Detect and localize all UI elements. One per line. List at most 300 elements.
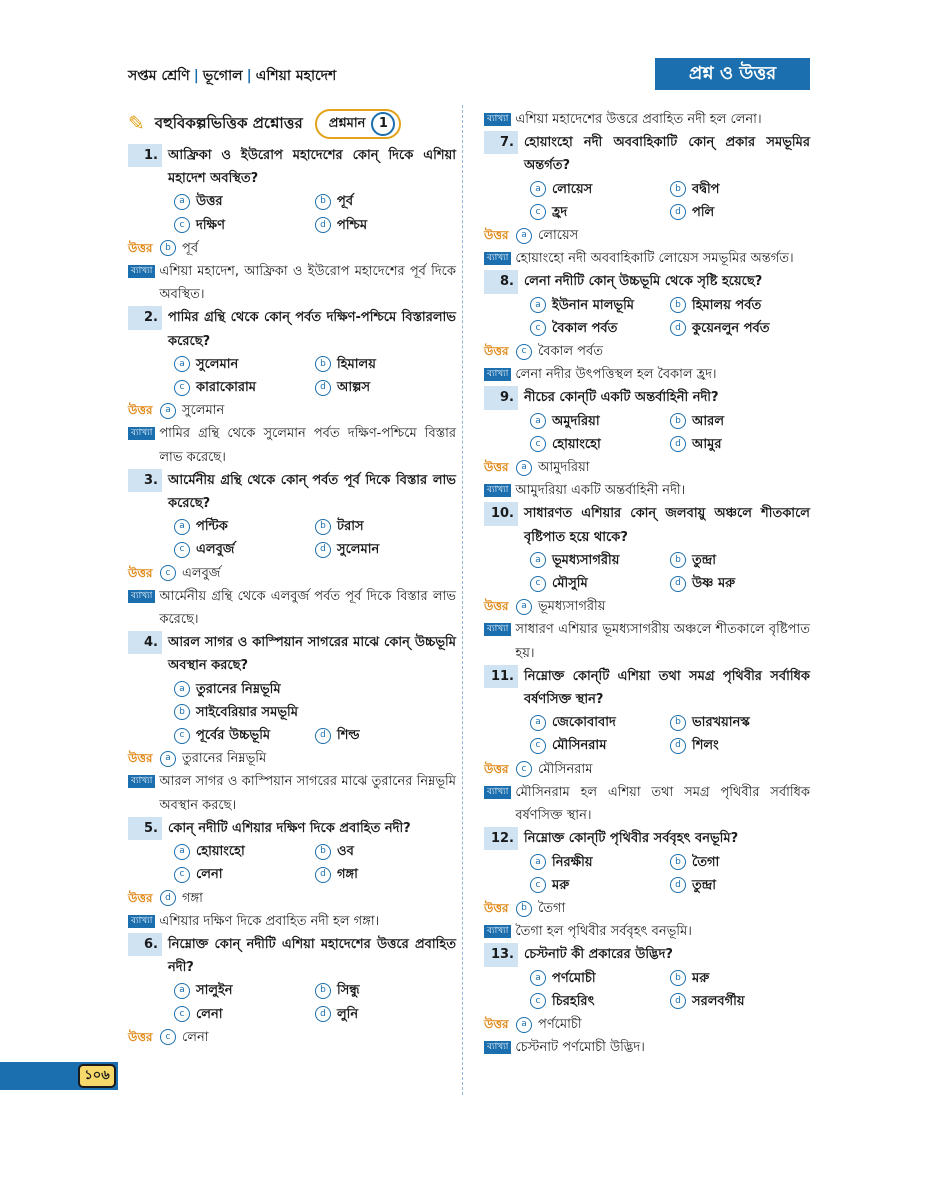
option-text: লেনা xyxy=(196,1006,223,1022)
option xyxy=(174,979,315,1002)
option-text: তুন্দ্রা xyxy=(692,877,717,893)
answer-letter: c xyxy=(516,344,532,360)
answer-tag: উত্তর xyxy=(484,761,509,776)
option-letter: b xyxy=(315,844,331,860)
explanation xyxy=(128,770,456,816)
question-number: 11. xyxy=(484,665,518,688)
option-text: সরলবর্গীয় xyxy=(692,993,745,1009)
question-number: 1. xyxy=(128,144,162,167)
answer-letter: b xyxy=(160,240,176,256)
option-text: উষ্ণ মরু xyxy=(692,576,736,592)
explanation-tag: ব্যাখ্যা xyxy=(484,786,511,799)
explanation xyxy=(128,260,456,306)
answer xyxy=(484,1013,810,1036)
option xyxy=(530,874,670,897)
option-letter: a xyxy=(174,519,190,535)
options xyxy=(484,967,810,1013)
question-block xyxy=(128,469,456,631)
question-text: আফ্রিকা ও ইউরোপ মহাদেশের কোন্ দিকে এশিয়া মহাদেশ অবস্থিত? xyxy=(168,148,456,187)
answer-tag: উত্তর xyxy=(484,900,509,915)
option-text: সুলেমান xyxy=(337,542,380,558)
explanation-text: পামির গ্রন্থি থেকে সুলেমান পর্বত দক্ষিণ-পশ্চিমে বিস্তার লাভ করেছে। xyxy=(159,426,456,465)
question-number: 12. xyxy=(484,827,518,850)
question-row xyxy=(484,131,810,177)
answer-letter: a xyxy=(516,228,532,244)
option-text: মরু xyxy=(552,877,570,893)
option xyxy=(174,376,315,399)
explanation xyxy=(484,363,810,386)
explanation-text: তৈগা হল পৃথিবীর সর্ববৃহৎ বনভূমি। xyxy=(515,924,692,940)
answer xyxy=(484,340,810,363)
option-letter: a xyxy=(174,681,190,697)
options xyxy=(484,294,810,340)
explanation-tag: ব্যাখ্যা xyxy=(128,265,155,278)
answer-tag: উত্তর xyxy=(128,403,153,418)
answer-tag: উত্তর xyxy=(484,460,509,475)
question-number: 6. xyxy=(128,933,162,956)
options xyxy=(128,190,456,236)
answer-tag: উত্তর xyxy=(128,890,153,905)
left-column xyxy=(128,108,456,1049)
option xyxy=(315,353,456,376)
answer-text: লেনা xyxy=(182,1029,209,1045)
explanation-text: লেনা নদীর উৎপত্তিস্থল হল বৈকাল হ্রদ। xyxy=(515,367,717,383)
question-text: কোন্ নদীটি এশিয়ার দক্ষিণ দিকে প্রবাহিত নদী? xyxy=(168,820,411,836)
answer-letter: c xyxy=(160,1029,176,1045)
option xyxy=(174,515,315,538)
option xyxy=(174,678,456,701)
answer xyxy=(484,224,810,247)
option-text: এলবুর্জ xyxy=(196,542,235,558)
option-text: কুয়েনলুন পর্বত xyxy=(692,320,770,336)
answer-text: এলবুর্জ xyxy=(182,565,221,581)
breadcrumb-subject: ভূগোল xyxy=(202,68,243,84)
option-text: ওব xyxy=(337,844,354,860)
option-letter: b xyxy=(315,356,331,372)
option xyxy=(315,863,456,886)
option xyxy=(530,549,670,572)
question-row xyxy=(128,306,456,352)
option-letter: b xyxy=(670,552,686,568)
explanation-text: আর্মেনীয় গ্রন্থি থেকে এলবুর্জ পর্বত পূর্ব দিকে বিস্তার লাভ করেছে। xyxy=(159,588,456,628)
question-block xyxy=(128,144,456,306)
option-letter: d xyxy=(670,576,686,592)
option xyxy=(530,734,670,757)
explanation-text: এশিয়ার দক্ষিণ দিকে প্রবাহিত নদী হল গঙ্গা। xyxy=(159,913,380,929)
option-text: পশ্চিম xyxy=(337,217,368,233)
option xyxy=(670,433,810,456)
question-text: নিম্নোক্ত কোন্ নদীটি এশিয়া মহাদেশের উত্তরে প্রবাহিত নদী? xyxy=(168,936,456,976)
answer-letter: c xyxy=(160,565,176,581)
question-block xyxy=(484,665,810,827)
question-text: সাধারণত এশিয়ার কোন্ জলবায়ু অঞ্চলে শীতকালে বৃষ্টিপাত হয়ে থাকে? xyxy=(524,506,810,545)
question-number: 13. xyxy=(484,943,518,966)
option-text: পূর্ব xyxy=(337,194,354,210)
option xyxy=(174,840,315,863)
answer-tag: উত্তর xyxy=(128,565,153,580)
explanation-tag: ব্যাখ্যা xyxy=(484,1041,511,1054)
explanation xyxy=(128,910,456,933)
option-text: মৌসুমি xyxy=(552,576,588,592)
options xyxy=(484,851,810,897)
explanation-text: এশিয়া মহাদেশ, আফ্রিকা ও ইউরোপ মহাদেশের পূর্ব দিকে অবস্থিত। xyxy=(159,264,456,303)
answer-tag: উত্তর xyxy=(128,751,153,766)
answer-letter: a xyxy=(160,751,176,767)
answer-text: গঙ্গা xyxy=(182,890,203,906)
explanation-tag: ব্যাখ্যা xyxy=(484,925,511,938)
answer-text: পূর্ব xyxy=(182,240,199,256)
option-letter: d xyxy=(670,993,686,1009)
question-number: 8. xyxy=(484,270,518,293)
option xyxy=(174,701,456,724)
option-text: সাইবেরিয়ার সমভূমি xyxy=(196,704,298,720)
option xyxy=(530,201,670,224)
option-letter: c xyxy=(174,542,190,558)
option xyxy=(315,190,456,213)
option xyxy=(670,734,810,757)
option-letter: c xyxy=(174,217,190,233)
question-number: 7. xyxy=(484,131,518,154)
breadcrumb xyxy=(128,64,336,88)
option-text: হোয়াংহো xyxy=(552,436,601,452)
option xyxy=(530,294,670,317)
option xyxy=(315,515,456,538)
option-letter: a xyxy=(530,413,546,429)
explanation-tag: ব্যাখ্যা xyxy=(484,484,511,497)
answer-letter: b xyxy=(516,901,532,917)
option xyxy=(315,979,456,1002)
options xyxy=(128,979,456,1025)
answer-text: তৈগা xyxy=(538,900,566,916)
explanation xyxy=(484,920,810,943)
option-text: হিমালয় পর্বত xyxy=(692,297,762,313)
right-column xyxy=(484,108,810,1059)
option-letter: c xyxy=(174,728,190,744)
explanation-text: আরল সাগর ও কাস্পিয়ান সাগরের মাঝে তুরানের নিম্নভূমি অবস্থান করছে। xyxy=(159,774,456,813)
explanation xyxy=(484,108,810,131)
option-letter: a xyxy=(530,970,546,986)
answer-text: মৌসিনরাম xyxy=(538,761,593,777)
options xyxy=(484,178,810,224)
option-text: বদ্বীপ xyxy=(692,181,720,197)
question-text: হোয়াংহো নদী অববাহিকাটি কোন্ প্রকার সমভূমির অন্তর্গত? xyxy=(524,135,810,174)
option-letter: d xyxy=(315,867,331,883)
option-letter: b xyxy=(670,297,686,313)
answer-tag: উত্তর xyxy=(484,1016,509,1031)
explanation-tag: ব্যাখ্যা xyxy=(484,252,511,265)
option-text: জেকোবাবাদ xyxy=(552,715,616,731)
answer-text: সুলেমান xyxy=(182,403,225,419)
question-row xyxy=(128,631,456,677)
explanation xyxy=(484,618,810,664)
answer-tag: উত্তর xyxy=(484,599,509,614)
breadcrumb-chapter: এশিয়া মহাদেশ xyxy=(255,68,337,84)
option xyxy=(670,990,810,1013)
question-row xyxy=(484,827,810,850)
page-number: ১০৬ xyxy=(78,1064,116,1088)
explanation xyxy=(484,1036,810,1059)
option-letter: a xyxy=(530,854,546,870)
question-list xyxy=(484,131,810,1059)
option xyxy=(670,410,810,433)
option-text: আরল xyxy=(692,413,725,429)
options xyxy=(128,678,456,748)
option-letter: a xyxy=(530,181,546,197)
option-text: চিরহরিৎ xyxy=(552,993,595,1009)
option xyxy=(670,201,810,224)
answer-tag: উত্তর xyxy=(484,228,509,243)
options xyxy=(128,353,456,399)
option-text: লুনি xyxy=(337,1006,359,1022)
answer xyxy=(484,595,810,618)
option xyxy=(174,724,315,747)
answer xyxy=(128,562,456,585)
question-text: চেস্টনাট কী প্রকারের উদ্ভিদ? xyxy=(524,947,673,963)
option-text: সিন্ধু xyxy=(337,983,360,999)
question-text: নিম্নোক্ত কোন্‌টি পৃথিবীর সর্ববৃহৎ বনভূমি? xyxy=(524,831,739,847)
options xyxy=(484,549,810,595)
question-text: পামির গ্রন্থি থেকে কোন্ পর্বত দক্ষিণ-পশ্চিমে বিস্তারলাভ করেছে? xyxy=(168,310,456,349)
option-text: শিল্ড xyxy=(337,728,360,744)
option-letter: b xyxy=(670,854,686,870)
answer xyxy=(128,887,456,910)
option-letter: c xyxy=(530,993,546,1009)
option-letter: b xyxy=(670,413,686,429)
question-block xyxy=(484,502,810,664)
option xyxy=(530,967,670,990)
option xyxy=(530,178,670,201)
breadcrumb-separator: | xyxy=(193,68,199,84)
option-text: লোয়েস xyxy=(552,181,593,197)
explanation-tag: ব্যাখ্যা xyxy=(128,775,155,788)
option-text: আমুর xyxy=(692,436,722,452)
question-number: 9. xyxy=(484,386,518,409)
option-letter: a xyxy=(530,552,546,568)
options xyxy=(128,515,456,561)
option xyxy=(174,1003,315,1026)
marks-label: প্রশ্নমান xyxy=(328,116,366,132)
option-text: লেনা xyxy=(196,867,223,883)
answer-text: আমুদরিয়া xyxy=(538,460,590,476)
explanation-tag: ব্যাখ্যা xyxy=(484,623,511,636)
option-text: শিলং xyxy=(692,738,719,754)
question-text: নিম্নোক্ত কোন্‌টি এশিয়া তথা সমগ্র পৃথিবীর সর্বাধিক বর্ষণসিক্ত স্থান? xyxy=(524,668,810,708)
question-number: 5. xyxy=(128,817,162,840)
marks-value: 1 xyxy=(371,112,395,136)
option xyxy=(315,1003,456,1026)
option xyxy=(530,711,670,734)
question-block xyxy=(484,386,810,502)
answer xyxy=(128,1026,456,1049)
quill-pen-icon: ✎ xyxy=(128,111,145,136)
explanation-tag: ব্যাখ্যা xyxy=(128,427,155,440)
option xyxy=(315,840,456,863)
option-letter: b xyxy=(670,715,686,731)
marks-pill xyxy=(315,109,402,139)
question-number: 2. xyxy=(128,306,162,329)
section-heading xyxy=(128,108,456,140)
option-text: আল্পস xyxy=(337,380,371,396)
answer xyxy=(484,897,810,920)
section-title: বহুবিকল্পভিত্তিক প্রশ্নোত্তর xyxy=(154,114,303,133)
option xyxy=(670,178,810,201)
explanation-text: মৌসিনরাম হল এশিয়া তথা সমগ্র পৃথিবীর সর্বাধিক বর্ষণসিক্ত স্থান। xyxy=(515,784,810,824)
option-letter: b xyxy=(315,983,331,999)
question-block xyxy=(128,631,456,817)
answer-text: বৈকাল পর্বত xyxy=(538,344,603,360)
explanation-tag: ব্যাখ্যা xyxy=(484,113,511,126)
option-text: হিমালয় xyxy=(337,356,376,372)
option-text: বৈকাল পর্বত xyxy=(552,320,618,336)
option-letter: c xyxy=(530,576,546,592)
option-letter: a xyxy=(174,983,190,999)
option xyxy=(670,711,810,734)
option-letter: c xyxy=(530,204,546,220)
question-row xyxy=(128,469,456,515)
explanation-tag: ব্যাখ্যা xyxy=(484,368,511,381)
explanation xyxy=(128,422,456,468)
option-letter: a xyxy=(530,715,546,731)
answer-text: পর্ণমোচী xyxy=(538,1016,582,1032)
option xyxy=(670,967,810,990)
explanation xyxy=(484,781,810,827)
question-row xyxy=(128,817,456,840)
option-letter: d xyxy=(315,380,331,396)
option-text: তুন্দ্রা xyxy=(692,552,717,568)
column-divider xyxy=(462,105,463,1095)
option-text: দক্ষিণ xyxy=(196,217,225,233)
question-row xyxy=(128,933,456,979)
answer-text: ভূমধ্যসাগরীয় xyxy=(538,599,606,615)
answer-tag: উত্তর xyxy=(484,344,509,359)
option-text: হ্রদ xyxy=(552,204,568,220)
option-text: কারাকোরাম xyxy=(196,380,257,396)
option xyxy=(530,410,670,433)
answer-letter: a xyxy=(516,460,532,476)
question-block xyxy=(484,943,810,1059)
option xyxy=(670,317,810,340)
option-letter: d xyxy=(670,204,686,220)
option-letter: d xyxy=(670,738,686,754)
answer-tag: উত্তর xyxy=(128,240,153,255)
option-letter: c xyxy=(174,380,190,396)
option-letter: d xyxy=(315,728,331,744)
option-letter: a xyxy=(174,844,190,860)
option-letter: a xyxy=(174,194,190,210)
answer-letter: d xyxy=(160,890,176,906)
answer-letter: a xyxy=(516,1017,532,1033)
explanation-text: হোয়াংহো নদী অববাহিকাটি লোয়েস সমভূমির অন্তর্গত। xyxy=(515,251,794,267)
question-block xyxy=(128,817,456,933)
answer-text: লোয়েস xyxy=(538,228,579,244)
option-letter: c xyxy=(530,738,546,754)
option-text: পলি xyxy=(692,204,715,220)
option xyxy=(315,376,456,399)
explanation-tag: ব্যাখ্যা xyxy=(128,915,155,928)
option-text: ইউনান মালভূমি xyxy=(552,297,635,313)
option-letter: c xyxy=(174,1006,190,1022)
explanation-text: এশিয়া মহাদেশের উত্তরে প্রবাহিত নদী হল লেনা। xyxy=(515,112,762,127)
option xyxy=(530,433,670,456)
options xyxy=(128,840,456,886)
option-letter: b xyxy=(315,519,331,535)
options xyxy=(484,410,810,456)
answer-letter: a xyxy=(160,403,176,419)
option-text: হোয়াংহো xyxy=(196,844,245,860)
question-list xyxy=(128,144,456,1049)
breadcrumb-class: সপ্তম শ্রেণি xyxy=(128,68,190,84)
option-letter: b xyxy=(670,970,686,986)
option-letter: a xyxy=(530,297,546,313)
question-block xyxy=(484,270,810,386)
explanation-tag: ব্যাখ্যা xyxy=(128,590,155,603)
option-text: টরাস xyxy=(337,519,364,535)
answer xyxy=(484,758,810,781)
option xyxy=(530,572,670,595)
option-text: পূর্বের উচ্চভূমি xyxy=(196,728,271,744)
option-text: তুরানের নিম্নভূমি xyxy=(196,681,281,697)
answer xyxy=(128,399,456,422)
explanation xyxy=(484,247,810,270)
option-letter: c xyxy=(174,867,190,883)
option-text: পর্ণমোচী xyxy=(552,970,596,986)
option xyxy=(670,874,810,897)
answer-letter: a xyxy=(516,599,532,615)
option xyxy=(174,190,315,213)
options xyxy=(484,711,810,757)
option-letter: d xyxy=(670,877,686,893)
option-letter: b xyxy=(315,194,331,210)
option xyxy=(174,863,315,886)
option-text: উত্তর xyxy=(196,194,223,210)
option-text: পন্টিক xyxy=(196,519,228,535)
answer xyxy=(128,237,456,260)
explanation-text: সাধারণ এশিয়ার ভূমধ্যসাগরীয় অঞ্চলে শীতকালে বৃষ্টিপাত হয়। xyxy=(515,622,810,661)
answer-tag: উত্তর xyxy=(128,1029,153,1044)
option xyxy=(670,549,810,572)
option-letter: d xyxy=(315,542,331,558)
explanation xyxy=(128,585,456,631)
option-text: গঙ্গা xyxy=(337,867,358,883)
option-text: সালুইন xyxy=(196,983,233,999)
option-text: ভারখয়ানস্ক xyxy=(692,715,750,731)
option-letter: d xyxy=(315,1006,331,1022)
option-text: মরু xyxy=(692,970,710,986)
option-text: নিরক্ষীয় xyxy=(552,854,593,870)
option-letter: b xyxy=(174,704,190,720)
answer-letter: c xyxy=(516,761,532,777)
question-text: আর্মেনীয় গ্রন্থি থেকে কোন্ পর্বত পূর্ব দিকে বিস্তার লাভ করেছে? xyxy=(168,472,456,512)
option-letter: c xyxy=(530,436,546,452)
question-block xyxy=(484,827,810,943)
option-text: সুলেমান xyxy=(196,356,239,372)
breadcrumb-separator: | xyxy=(246,68,252,84)
option xyxy=(174,353,315,376)
question-number: 10. xyxy=(484,502,518,525)
option-letter: c xyxy=(530,877,546,893)
option-text: ভূমধ্যসাগরীয় xyxy=(552,552,620,568)
option xyxy=(530,990,670,1013)
question-text: লেনা নদীটি কোন্ উচ্চভূমি থেকে সৃষ্টি হয়েছে? xyxy=(524,274,763,290)
question-row xyxy=(484,943,810,966)
option-letter: d xyxy=(670,436,686,452)
option-text: অমুদরিয়া xyxy=(552,413,600,429)
option-text: মৌসিনরাম xyxy=(552,738,607,754)
explanation-text: চেস্টনাট পর্ণমোচী উদ্ভিদ। xyxy=(515,1040,645,1056)
option-letter: c xyxy=(530,320,546,336)
option xyxy=(530,851,670,874)
question-row xyxy=(484,502,810,548)
